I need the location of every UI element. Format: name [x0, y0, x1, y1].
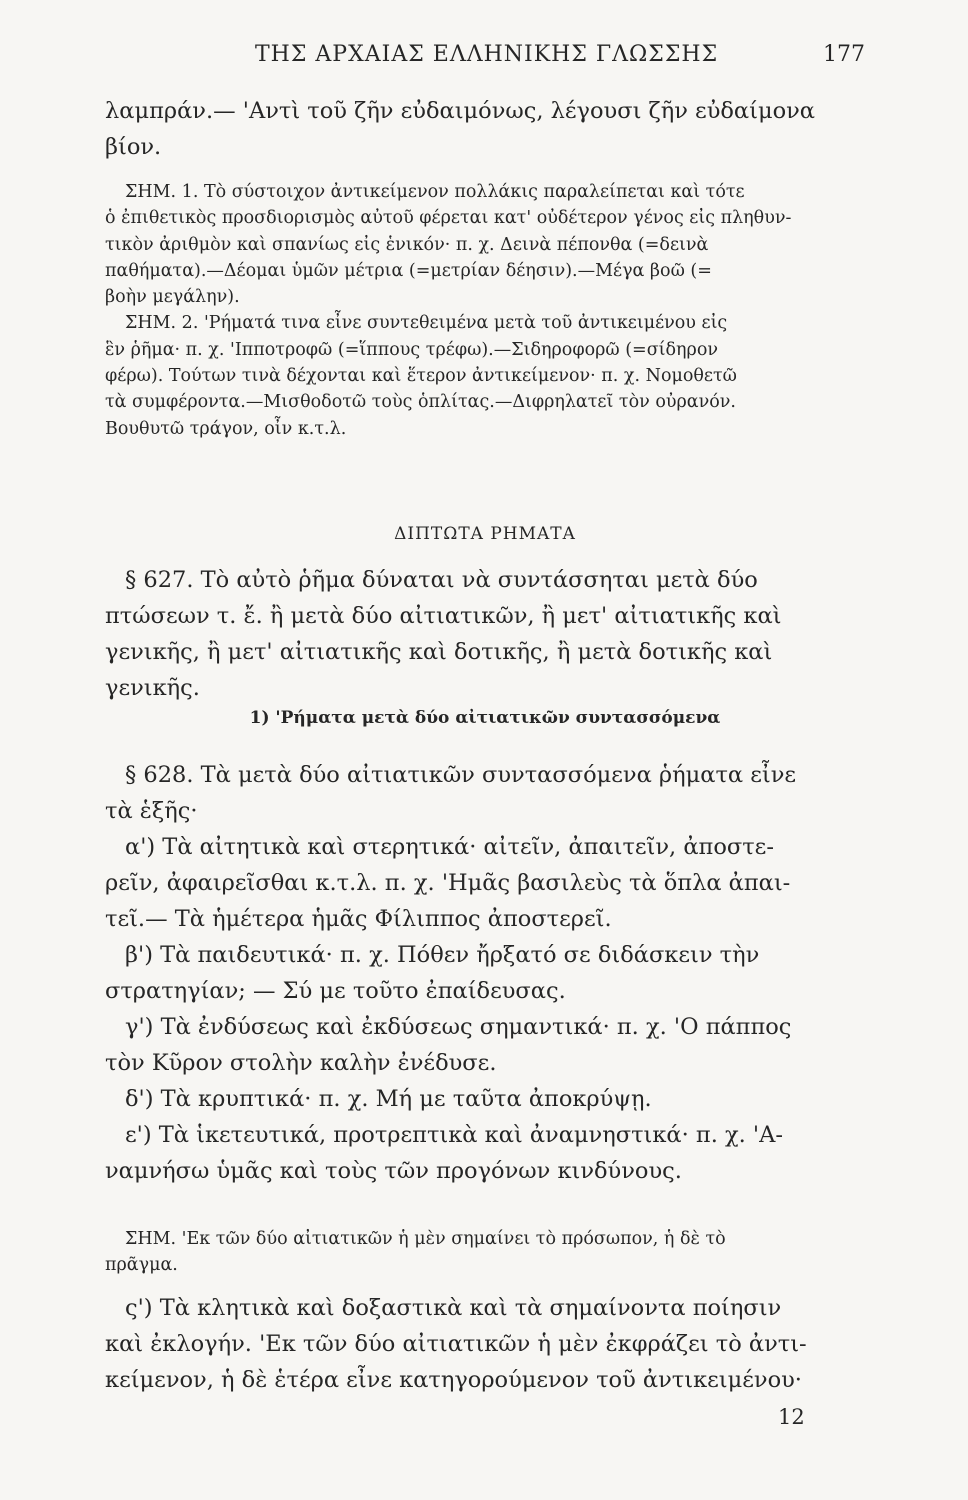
text-line: στρατηγίαν; — Σύ με τοῦτο ἐπαίδευσας. — [105, 978, 566, 1004]
note-line: παθήματα).—Δέομαι ὑμῶν μέτρια (=μετρίαν δέησιν).—Μέγα βοῶ (= — [105, 260, 712, 281]
subsection-heading: 1) 'Ρήματα μετὰ δύο αἰτιατικῶν συντασσόμενα — [249, 708, 721, 728]
note-line: τὰ συμφέροντα.—Μισθοδοτῶ τοὺς ὁπλίτας.—Διφρηλατεῖ τὸν οὐρανόν. — [105, 392, 736, 413]
text-line: ρεῖν, ἀφαιρεῖσθαι κ.τ.λ. π. χ. 'Ημᾶς βασιλεὺς τὰ ὅπλα ἀπαι- — [105, 870, 791, 896]
text-line: βίον. — [105, 134, 162, 160]
paragraph-continuation — [105, 93, 865, 165]
text-line: α') Τὰ αἰτητικὰ καὶ στερητικά· αἰτεῖν, ἀπαιτεῖν, ἀποστε- — [125, 834, 774, 860]
note-line: ΣΗΜ. 1. Τὸ σύστοιχον ἀντικείμενον πολλάκις παραλείπεται καὶ τότε — [125, 182, 745, 202]
text-line: τεῖ.— Τὰ ἡμέτερα ἡμᾶς Φίλιππος ἀποστερεῖ. — [105, 906, 612, 932]
section-title: ΔΙΠΤΩΤΑ ΡΗΜΑΤΑ — [394, 524, 576, 544]
page-number: 177 — [823, 42, 865, 67]
running-title: ΤΗΣ ΑΡΧΑΙΑΣ ΕΛΛΗΝΙΚΗΣ ΓΛΩΣΣΗΣ — [255, 42, 719, 67]
note-line: φέρω). Τούτων τινὰ δέχονται καὶ ἕτερον ἀντικείμενον· π. χ. Νομοθετῶ — [105, 366, 737, 387]
text-line: πτώσεων τ. ἔ. ἢ μετὰ δύο αἰτιατικῶν, ἢ μετ' αἰτιατικῆς καὶ — [105, 603, 782, 629]
note-line: ΣΗΜ. 2. 'Ρήματά τινα εἶνε συντεθειμένα μετὰ τοῦ ἀντικειμένου εἰς — [125, 313, 728, 334]
text-line: ναμνήσω ὑμᾶς καὶ τοὺς τῶν προγόνων κινδύνους. — [105, 1158, 682, 1184]
note-line: ΣΗΜ. 'Εκ τῶν δύο αἰτιατικῶν ἡ μὲν σημαίνει τὸ πρόσωπον, ἡ δὲ τὸ — [125, 1229, 726, 1249]
note-line: ὁ ἐπιθετικὸς προσδιορισμὸς αὐτοῦ φέρεται κατ' οὐδέτερον γένος εἰς πληθυν- — [105, 208, 792, 229]
note-line: ἓν ῥῆμα· π. χ. 'Ιπποτροφῶ (=ἵππους τρέφω).—Σιδηροφορῶ (=σίδηρον — [105, 339, 719, 360]
text-line: β') Τὰ παιδευτικά· π. χ. Πόθεν ἤρξατό σε διδάσκειν τὴν — [125, 942, 760, 968]
note-line: βοὴν μεγάλην). — [105, 287, 240, 308]
paragraph-627 — [105, 562, 865, 706]
text-line: λαμπράν.— 'Αντὶ τοῦ ζῆν εὐδαιμόνως, λέγουσι ζῆν εὐδαίμονα — [105, 98, 815, 124]
note-line: Βουθυτῶ τράγον, οἶν κ.τ.λ. — [105, 418, 347, 439]
text-line: καὶ ἐκλογήν. 'Εκ τῶν δύο αἰτιατικῶν ἡ μὲν ἐκφράζει τὸ ἀντι- — [105, 1331, 807, 1357]
note-block-2 — [105, 1226, 865, 1279]
text-line: τὰ ἑξῆς· — [105, 798, 198, 824]
text-line: γενικῆς, ἢ μετ' αἰτιατικῆς καὶ δοτικῆς, ἢ μετὰ δοτικῆς καὶ — [105, 639, 773, 665]
text-line: § 627. Τὸ αὐτὸ ῥῆμα δύναται νὰ συντάσσηται μετὰ δύο — [125, 567, 758, 593]
page-header — [105, 42, 865, 82]
text-line: τὸν Κῦρον στολὴν καλὴν ἐνέδυσε. — [105, 1050, 497, 1076]
paragraph-final — [105, 1290, 865, 1398]
text-line: § 628. Τὰ μετὰ δύο αἰτιατικῶν συντασσόμενα ῥήματα εἶνε — [125, 762, 797, 788]
text-line: κείμενον, ἡ δὲ ἑτέρα εἶνε κατηγορούμενον τοῦ ἀντικειμένου· — [105, 1367, 802, 1393]
text-line: δ') Τὰ κρυπτικά· π. χ. Μή με ταῦτα ἀποκρύψῃ. — [125, 1086, 652, 1112]
paragraph-628 — [105, 757, 865, 1189]
note-line: πρᾶγμα. — [105, 1255, 178, 1276]
text-line: ς') Τὰ κλητικὰ καὶ δοξαστικὰ καὶ τὰ σημαίνοντα ποίησιν — [125, 1295, 782, 1321]
note-line: τικὸν ἀριθμὸν καὶ σπανίως εἰς ἑνικόν· π. χ. Δεινὰ πέπονθα (=δεινὰ — [105, 234, 709, 255]
text-line: γ') Τὰ ἐνδύσεως καὶ ἐκδύσεως σημαντικά· π. χ. 'Ο πάππος — [125, 1014, 792, 1040]
text-line: γενικῆς. — [105, 675, 200, 701]
signature-mark: 12 — [778, 1405, 805, 1429]
text-line: ε') Τὰ ἱκετευτικά, προτρεπτικὰ καὶ ἀναμνηστικά· π. χ. 'Α- — [125, 1122, 783, 1148]
note-block — [105, 179, 865, 442]
